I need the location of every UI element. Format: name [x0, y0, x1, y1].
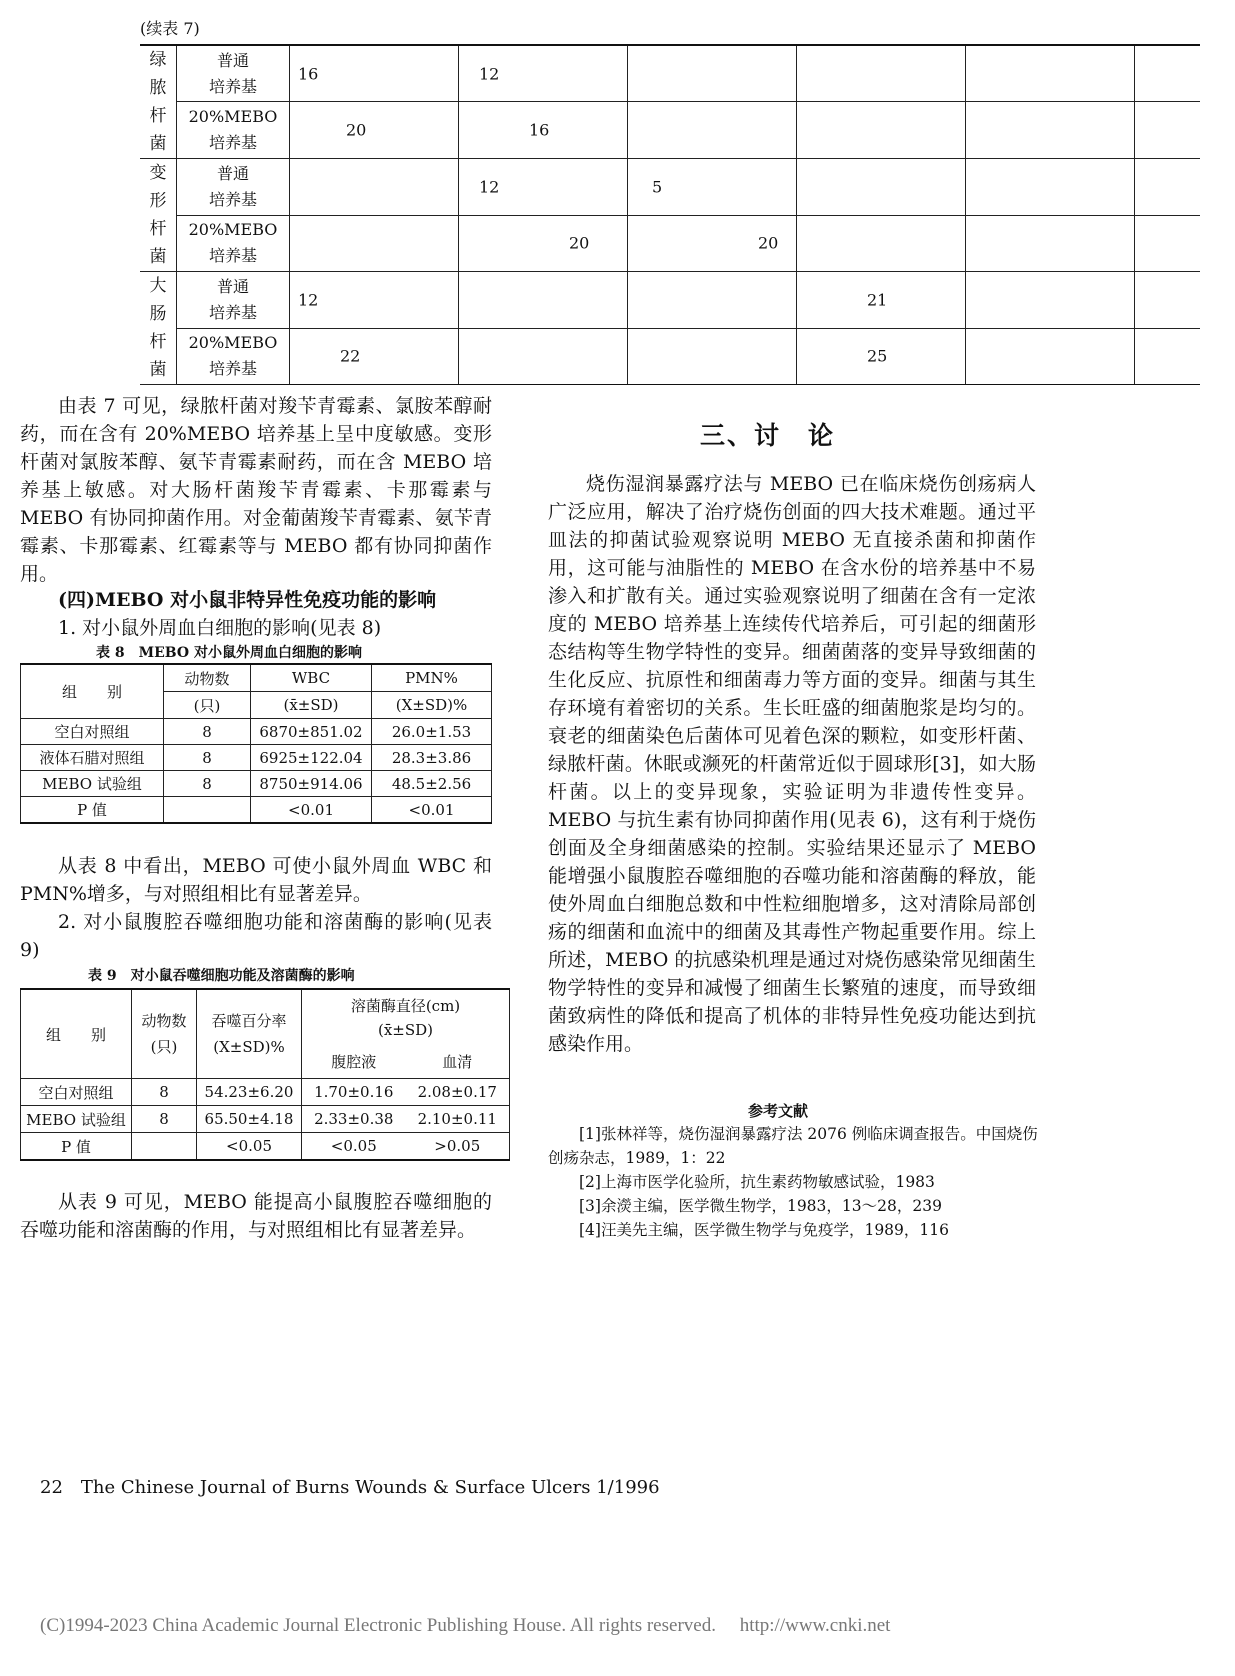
table7-cell	[628, 328, 797, 385]
table9-header-animals-label: 动物数	[141, 1012, 187, 1030]
table7-cell-value: 20	[569, 233, 590, 253]
table8-header-group: 组 别	[21, 664, 164, 719]
table9-cell-peritoneal: <0.05	[302, 1133, 406, 1161]
section-title-discussion: 三、讨 论	[700, 421, 836, 450]
table7-row	[140, 159, 1200, 216]
reference-4: [4]汪美先主编，医学微生物学与免疫学，1989，116	[579, 1221, 949, 1239]
table7-cell-value: 22	[340, 346, 361, 366]
table9-header-lyso	[302, 989, 510, 1046]
table7-cell-value: 20	[346, 120, 367, 140]
table7-cell	[628, 215, 797, 272]
subheading-phagocyte: 2. 对小鼠腹腔吞噬细胞功能和溶菌酶的影响(见表 9)	[20, 911, 492, 961]
table7-medium-line: 培养基	[208, 359, 257, 379]
table7-bacterium-char: 脓	[149, 78, 167, 98]
table8-cell-pmn: 48.5±2.56	[372, 771, 492, 797]
table9-cell-serum: 2.10±0.11	[406, 1106, 510, 1133]
table9-header-phago	[197, 989, 302, 1079]
table8-cell-wbc: 6870±851.02	[251, 719, 372, 745]
table7-medium-line: 培养基	[208, 133, 257, 153]
table7-row	[140, 328, 1200, 385]
table7-bacterium-char: 变	[149, 163, 167, 183]
table9-header-lyso-unit: (x̄±SD)	[377, 1020, 434, 1039]
table7-bacterium-char: 肠	[149, 304, 167, 324]
reference-1: [1]张林祥等，烧伤湿润暴露疗法 2076 例临床调查报告。中国烧伤创疡杂志，1989，1：22	[548, 1125, 1038, 1167]
table7-cell-value: 25	[867, 346, 888, 366]
table7-bacterium-char: 杆	[149, 106, 167, 126]
table8-cell-animals	[164, 797, 251, 824]
table7-cell-value: 16	[529, 120, 550, 140]
table7-medium	[177, 272, 290, 329]
table9-cell-animals: 8	[132, 1079, 197, 1106]
table7-cell	[459, 215, 628, 272]
table9-cell-peritoneal: 1.70±0.16	[302, 1079, 406, 1106]
table7-medium	[177, 46, 290, 102]
table7-row	[140, 215, 1200, 272]
table7-cell-value: 12	[479, 64, 500, 84]
table9-header-group: 组 别	[21, 989, 132, 1079]
table8-cell-animals: 8	[164, 771, 251, 797]
table7-cell	[966, 272, 1135, 329]
table7-label: (续表 7)	[140, 19, 200, 38]
table7-medium-line: 普通	[216, 50, 249, 70]
table7-medium	[177, 102, 290, 159]
table7-bacterium-char: 大	[149, 276, 167, 296]
table7-cell	[1135, 272, 1201, 329]
table8-cell-group: 空白对照组	[21, 719, 164, 745]
table7-cell	[290, 102, 459, 159]
table8-cell-wbc: 6925±122.04	[251, 745, 372, 771]
table9-row	[21, 1106, 510, 1133]
table8-cell-wbc: 8750±914.06	[251, 771, 372, 797]
table7-medium	[177, 328, 290, 385]
table8-header-pmn-unit: (X±SD)%	[372, 692, 492, 719]
table9-cell-phago: 54.23±6.20	[197, 1079, 302, 1106]
table7-cell	[1135, 328, 1201, 385]
paragraph-table9-results: 从表 9 可见，MEBO 能提高小鼠腹腔吞噬细胞的吞噬功能和溶菌酶的作用，与对照组相比有显著差异。	[20, 1191, 492, 1241]
table7-cell	[966, 328, 1135, 385]
table7-cell	[459, 46, 628, 102]
table7-cell	[459, 272, 628, 329]
table8-row	[21, 719, 492, 745]
table9-header-serum: 血清	[406, 1046, 510, 1079]
table9-cell-phago: 65.50±4.18	[197, 1106, 302, 1133]
table7-cell	[628, 159, 797, 216]
table8-row	[21, 745, 492, 771]
table9-cell-peritoneal: 2.33±0.38	[302, 1106, 406, 1133]
table7-cell	[797, 102, 966, 159]
reference-3: [3]余濙主编，医学微生物学，1983，13～28，239	[579, 1197, 942, 1215]
table7-cell	[1135, 46, 1201, 102]
table7-bacterium-char: 杆	[149, 332, 167, 352]
heading-section-4: (四)MEBO 对小鼠非特异性免疫功能的影响	[58, 589, 437, 611]
table7-cell	[966, 102, 1135, 159]
paragraph-discussion: 烧伤湿润暴露疗法与 MEBO 已在临床烧伤创疡病人广泛应用，解决了治疗烧伤创面的四大技术难题。通过平皿法的抑菌试验观察说明 MEBO 无直接杀菌和抑菌作用，这可能与油脂性的 MEBO 在含水份的培养基中不易渗入和扩散有关。通过实验观察说明了细菌在含有一定浓度的 MEBO 培养基上连续传代培养后，可引起的细菌形态结构等生物学特性的变异。细菌菌落的变异导致细菌的生化反应、抗原性和细菌毒力等方面的变异。细菌与其生存环境有着密切的关系。生长旺盛的细菌胞浆是均匀的。衰老的细菌染色后菌体可见着色深的颗粒，如变形杆菌、绿脓杆菌。休眠或濒死的杆菌常近似于圆球形[3]，如大肠杆菌。以上的变异现象，实验证明为非遗传性变异。MEBO 与抗生素有协同抑菌作用(见表 6)，这有利于烧伤创面及全身细菌感染的控制。实验结果还显示了 MEBO 能增强小鼠腹腔吞噬细胞的吞噬功能和溶菌酶的释放，能使外周血白细胞总数和中性粒细胞增多，这对清除局部创疡的细菌和血流中的细菌及其毒性产物起重要作用。综上所述，MEBO 的抗感染机理是通过对烧伤感染常见细菌生物学特性的变异和减慢了细菌生长繁殖的速度，而导致细菌致病性的降低和提高了机体的非特异性免疫功能达到抗感染作用。	[548, 473, 1036, 1055]
table9-cell-animals	[132, 1133, 197, 1161]
table7-medium-line: 培养基	[208, 76, 257, 96]
table7-cell	[966, 46, 1135, 102]
table7-medium-line: 培养基	[208, 246, 257, 266]
table7-medium-line: 20%MEBO	[188, 220, 278, 240]
table7-cell	[1135, 102, 1201, 159]
table9-header-lyso-label: 溶菌酶直径(cm)	[350, 996, 461, 1015]
references-list	[548, 1122, 1038, 1242]
table7-cell	[797, 159, 966, 216]
table9-cell-group: 空白对照组	[21, 1079, 132, 1106]
paragraph-table7-results: 由表 7 可见，绿脓杆菌对羧苄青霉素、氯胺苯醇耐药，而在含有 20%MEBO 培养基上呈中度敏感。变形杆菌对氯胺苯醇、氨苄青霉素耐药，而在含 MEBO 培养基上敏感。对大肠杆菌羧苄青霉素、卡那霉素与 MEBO 有协同抑菌作用。对金葡菌羧苄青霉素、氨苄青霉素、卡那霉素、红霉素等与 MEBO 都有协同抑菌作用。	[20, 395, 492, 585]
table7-bacterium-char: 菌	[149, 360, 167, 380]
table7-bacterium	[140, 46, 177, 159]
table7-medium-line: 普通	[216, 276, 249, 296]
copyright-notice: (C)1994-2023 China Academic Journal Electronic Publishing House. All rights reserved. http://www.cnki.net	[40, 1615, 891, 1636]
table7-medium-line: 培养基	[208, 189, 257, 209]
table7-row	[140, 272, 1200, 329]
table8-row	[21, 771, 492, 797]
table7-row	[140, 46, 1200, 102]
table9-row	[21, 1079, 510, 1106]
table7-bacterium-char: 杆	[149, 219, 167, 239]
table7-cell	[459, 328, 628, 385]
table7-bacterium	[140, 272, 177, 385]
table7-medium	[177, 159, 290, 216]
subheading-wbc: 1. 对小鼠外周血白细胞的影响(见表 8)	[58, 617, 382, 639]
table7-cell	[797, 46, 966, 102]
table7-cell	[290, 159, 459, 216]
table7-row	[140, 102, 1200, 159]
table7-continued	[140, 46, 1200, 385]
table7-cell	[459, 102, 628, 159]
table7-cell	[1135, 215, 1201, 272]
reference-2: [2]上海市医学化验所，抗生素药物敏感试验，1983	[579, 1173, 935, 1191]
table7-bacterium	[140, 159, 177, 272]
table8-cell-group: P 值	[21, 797, 164, 824]
table7-cell	[628, 272, 797, 329]
table7-medium-line: 普通	[216, 163, 249, 183]
table8-header-animals: 动物数	[164, 664, 251, 692]
table7-bacterium-char: 菌	[149, 247, 167, 267]
table9-cell-phago: <0.05	[197, 1133, 302, 1161]
table7-medium-line: 20%MEBO	[188, 333, 278, 353]
table9-cell-group: MEBO 试验组	[21, 1106, 132, 1133]
table7-cell-value: 12	[298, 290, 319, 310]
table7-cell	[290, 328, 459, 385]
table8-header-wbc-unit: (x̄±SD)	[251, 692, 372, 719]
table7-cell-value: 20	[758, 233, 779, 253]
table8-header-wbc: WBC	[251, 664, 372, 692]
table9-cell-animals: 8	[132, 1106, 197, 1133]
table8-row	[21, 797, 492, 824]
table7-cell	[797, 215, 966, 272]
table8-header-pmn: PMN%	[372, 664, 492, 692]
table9-header-phago-unit: (X±SD)%	[213, 1038, 285, 1056]
table7-cell	[290, 46, 459, 102]
table7-medium	[177, 215, 290, 272]
table7-cell	[628, 102, 797, 159]
table7-cell	[290, 272, 459, 329]
table8-header-animals-unit: (只)	[164, 692, 251, 719]
table7-cell	[966, 215, 1135, 272]
table7-cell	[966, 159, 1135, 216]
table8-cell-pmn: <0.01	[372, 797, 492, 824]
table9-cell-group: P 值	[21, 1133, 132, 1161]
table7-bacterium-char: 绿	[149, 50, 167, 70]
table7-medium-line: 培养基	[208, 302, 257, 322]
table7-cell-value: 12	[479, 177, 500, 197]
table7-cell	[459, 159, 628, 216]
references-title: 参考文献	[748, 1102, 809, 1120]
table7-cell-value: 21	[867, 290, 888, 310]
paragraph-table8-results: 从表 8 中看出，MEBO 可使小鼠外周血 WBC 和 PMN%增多，与对照组相比有显著差异。	[20, 855, 492, 905]
table8-cell-animals: 8	[164, 745, 251, 771]
table9	[20, 988, 510, 1161]
table8-cell-pmn: 28.3±3.86	[372, 745, 492, 771]
table7-cell-value: 5	[652, 177, 663, 197]
table9-header-animals	[132, 989, 197, 1079]
table8	[20, 663, 492, 824]
table7-cell	[1135, 159, 1201, 216]
table9-caption: 表 9 对小鼠吞噬细胞功能及溶菌酶的影响	[88, 968, 355, 984]
table7-bacterium-char: 形	[149, 191, 167, 211]
table7-medium-line: 20%MEBO	[188, 107, 278, 127]
table8-cell-wbc: <0.01	[251, 797, 372, 824]
table8-cell-animals: 8	[164, 719, 251, 745]
table8-cell-group: MEBO 试验组	[21, 771, 164, 797]
table7-cell	[628, 46, 797, 102]
table7-cell	[797, 272, 966, 329]
table9-header-peritoneal: 腹腔液	[302, 1046, 406, 1079]
table9-header-animals-unit: (只)	[150, 1038, 178, 1056]
table7-cell	[797, 328, 966, 385]
table9-cell-serum: 2.08±0.17	[406, 1079, 510, 1106]
table7-bacterium-char: 菌	[149, 134, 167, 154]
table8-caption: 表 8 MEBO 对小鼠外周血白细胞的影响	[96, 645, 362, 661]
table9-cell-serum: >0.05	[406, 1133, 510, 1161]
table7-cell	[290, 215, 459, 272]
table9-header-phago-label: 吞噬百分率	[211, 1012, 287, 1030]
table7-cell-value: 16	[298, 64, 319, 84]
table9-row	[21, 1133, 510, 1161]
table8-cell-group: 液体石腊对照组	[21, 745, 164, 771]
page-footer: 22 The Chinese Journal of Burns Wounds & Surface Ulcers 1/1996	[40, 1477, 660, 1498]
table8-cell-pmn: 26.0±1.53	[372, 719, 492, 745]
